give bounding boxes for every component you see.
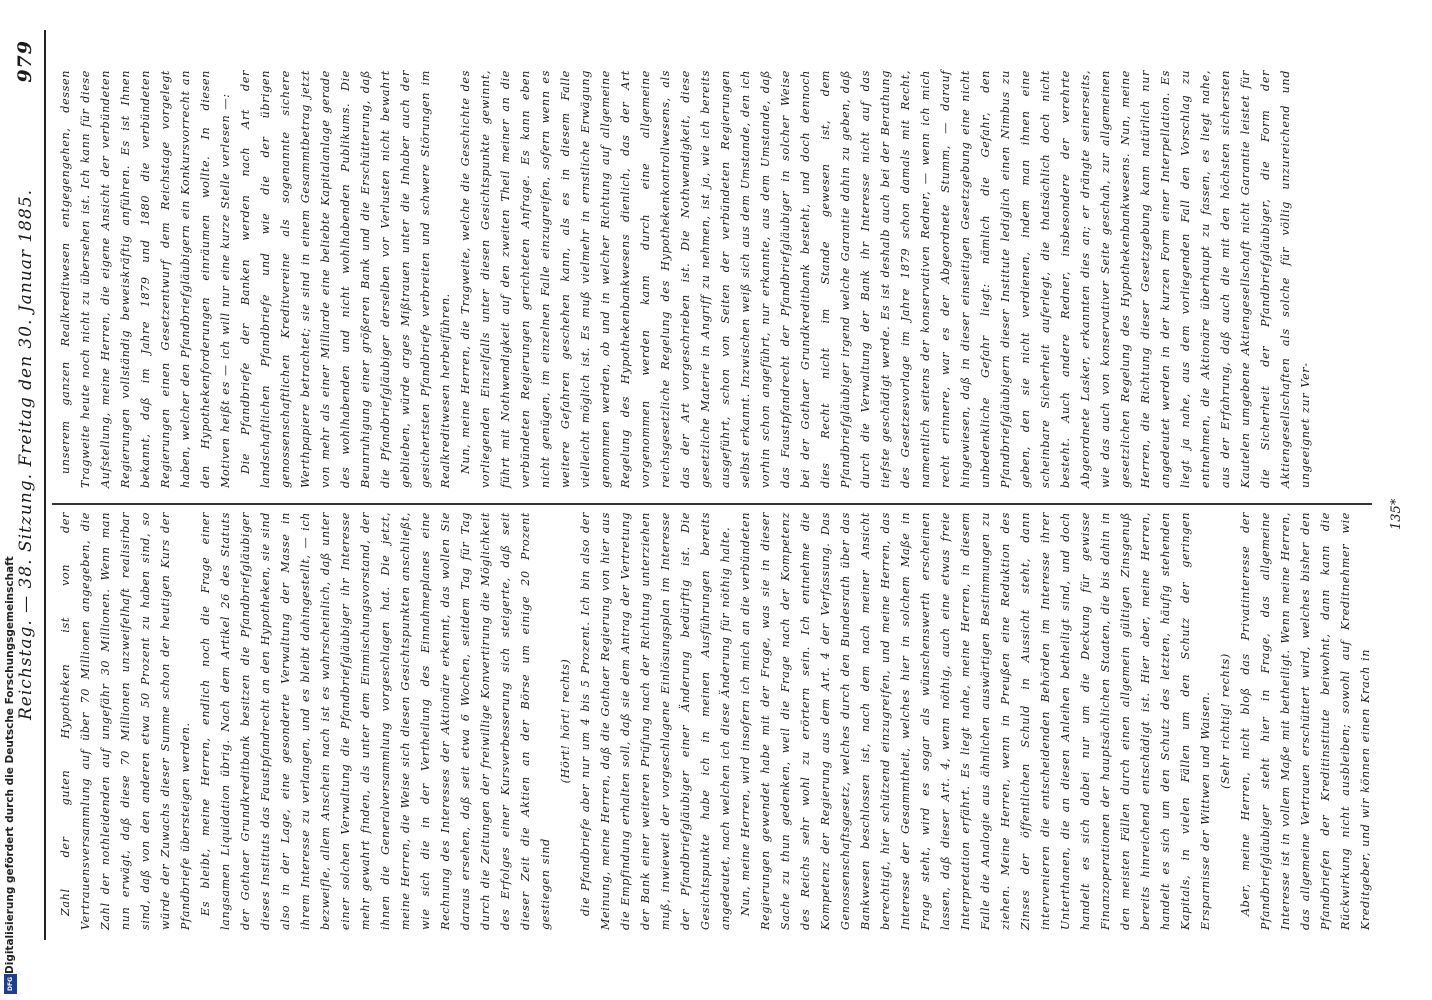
header-title: Reichstag. — 38. Sitzung. Freitag den 30. Januar 1885. (16, 188, 36, 720)
right-column (56, 70, 1316, 488)
column-divider (52, 503, 1372, 505)
digitization-sidebar (2, 0, 18, 1000)
left-column (56, 512, 1376, 930)
dfg-logo-icon: DFG (4, 974, 17, 994)
page-number: 979 (14, 40, 36, 83)
paragraph: Nun, meine Herren, wird insofern ich mich an die verbündeten Regierungen gewendet habe mit der Frage, was sie in dieser Sache zu thun gedenken, weil die Frage nach der Kompetenz des Reichs sehr wohl zu erörtern sein. Ich entnehme die Kompetenz der Regierung aus dem Art. 4 der Verfassung. Das Genossenschaftsgesetz, welches durch den Bundesrath über das Bankwesen beschlossen ist, nach dem nach meiner Ansicht berechtigt, hier schützend einzugreifen, und meine Herren, das Interesse der Gesammtheit, welches hier in solchem Maße in Frage steht, wird es sogar als wünschenswerth erscheinen lassen, daß dieser Art. 4, wenn nöthig, auch eine etwas freie Interpretation erfährt. Es liegt nahe, meine Herren, in diesem Falle die Analogie aus ähnlichen auswärtigen Bestimmungen zu ziehen. Meine Herren, wenn in Preußen eine Reduktion des Zinses der öffentlichen Schuld in Aussicht steht, dann intervenieren die entscheidenden Behörden im Interesse ihrer Unterthanen, die an diesen Anleihen betheiligt sind, und doch handelt es sich dabei nur um die Deckung für gewisse Finanzoperationen der hauptsächlichen Staaten, die bis dahin in den meisten Fällen durch einen allgemein gültigen Zinsgenuß bereits hinreichend entschädigt ist. Hier aber, meine Herren, handelt es sich um den Schutz des letzten, häufig stehenden Kapitals, in vielen Fällen um den Schutz der geringen Ersparnisse der Wittwen und Waisen. (739, 512, 1212, 930)
digitization-credit: Digitalisierung gefördert durch die Deutsche Forschungsgemeinschaft (4, 556, 16, 974)
paragraph: Aber, meine Herren, nicht bloß das Privatinteresse der Pfandbriefgläubiger steht hier in Frage, das allgemeine Interesse ist in vollem Maße mit betheiligt. Wenn meine Herren, das allgemeine Vertrauen erschüttert wird, welches bisher den Pfandbriefen der Kreditinstitute beiwohnt, dann kann die Rückwirkung nicht ausbleiben; sowohl auf Kreditnehmer wie Kreditgeber, und wir können einen Krach in (1239, 512, 1372, 930)
audience-reaction: (Sehr richtig! rechts) (1219, 653, 1232, 789)
paragraph: unserem ganzen Realkreditwesen entgegengehen, dessen Tragweite heute noch nicht zu übersehen ist. Ich kann für diese Aufstellung, meine Herren, die eigene Ansicht der verbündeten Regierungen vollständig beweiskräftig anführen. Es ist Ihnen bekannt, daß im Jahre 1879 und 1880 die verbündeten Regierungen einen Gesetzentwurf dem Reichstage vorgelegt haben, welcher den Pfandbriefgläubigern ein Konkursvorrecht an den Hypothekenforderungen einräumen wollte. In diesen Motiven heißt es — ich will nur eine kurze Stelle verlesen —: (59, 70, 232, 488)
paragraph: die Pfandbriefe aber nur um 4 bis 5 Prozent. Ich bin also der Meinung, meine Herren, daß die Gothaer Regierung von hier aus die Empfindung erhalten soll, daß sie dem Antrag der Vertretung der Bank einer weiteren Prüfung nach der Richtung unterziehen muß, inwieweit der vorgeschlagene Einlösungsplan im Interesse der Pfandbriefgläubiger einer Änderung bedürftig ist. Die Gesichtspunkte habe ich in meinen Ausführungen bereits angedeutet, nach welchen ich diese Änderung für nöthig halte. (579, 512, 732, 930)
paragraph: Es bleibt, meine Herren, endlich noch die Frage einer langsamen Liquidation übrig. Nach dem Artikel 26 des Statuts der Gothaer Grundkreditbank besitzen die Pfandbriefgläubiger dieses Instituts das Faustpfandrecht an den Hypotheken, sie sind also in der Lage, eine gesonderte Verwaltung der Masse in ihrem Interesse zu verlangen, und es bleibt dahingestellt, — ich bezweifle, allem Anschein nach ist es wahrscheinlich, daß unter einer solchen Verwaltung die Pfandbriefgläubiger ihr Interesse mehr gewahrt finden, als unter dem Einmischungsvorstand, der ihnen die Generalversammlung vorgeschlagen hat. Die jetzt, meine Herren, die Weise sich diesen Gesichtspunkten anschließt, wie sich die in der Vertheilung des Einnahmeplanes eine Rechnung des Interesses der Aktionäre erkennt, das wollen Sie daraus ersehen, daß seit etwa 6 Wochen, seitdem Tag für Tag durch die Zeitungen der freiwillige Konvertirung die Möglichkeit des Erfolges einer Kursverbesserung sich steigerte, daß seit dieser Zeit die Aktien an der Börse um einige 20 Prozent gestiegen sind (199, 512, 552, 930)
paragraph: Nun, meine Herren, die Tragweite, welche die Geschichte des vorliegenden Einzelfalls unter diesen Gesichtspunkte gewinnt, führt mit Nothwendigkeit auf den zweiten Theil meiner an die verbündeten Regierungen gerichteten Anfrage. Es kann eben nicht genügen, im einzelnen Falle einzugreifen, sofern wenn es weitere Gefahren geschehen kann, als es in diesem Falle vielleicht möglich ist. Es muß vielmehr in ernstliche Erwägung genommen werden, ob und in welcher Richtung auf allgemeine Regelung des Hypothekenbankwesens dienlich, das der Art vorgenommen werden kann durch eine allgemeine reichsgesetzliche Regelung des Hypothekenkontrollwesens, als das der Art vorgeschrieben ist. Die Nothwendigkeit, diese gesetzliche Materie in Angriff zu nehmen, ist ja, wie ich bereits ausgeführt, schon von Seiten der verbündeten Regierungen selbst erkannt. Inzwischen weiß sich aus dem Umstande, den ich vorhin schon angeführt, nur erkannte, aus dem Umstande, daß das Faustpfandrecht der Pfandbriefgläubiger in solcher Weise bei der Gothaer Grundkreditbank besteht, und doch dennoch dies Recht nicht im Stande gewesen ist, dem Pfandbriefgläubiger irgend welche Garantie dahin zu geben, daß durch die Verwaltung der Bank ihr Interesse nicht auf das tiefste geschädigt werde. Es ist deshalb auch bei der Berathung des Gesetzesvorlage im Jahre 1879 schon damals mit Recht, namentlich seitens der konservativen Redner, — wenn ich mich recht erinnere, war es der Abgeordnete Stumm, — darauf hingewiesen, daß in dieser einseitigen Gesetzgebung eine nicht unbedenkliche Gefahr liegt: nämlich die Gefahr, den Pfandbriefgläubigern dieser Institute lediglich einen Nimbus zu geben, den sie nicht verdienen, indem man ihnen eine scheinbare Sicherheit auferlegt, die thatsächlich doch nicht besteht. Auch andere Redner, insbesondere der verehrte Abgeordnete Lasker, erkannten dies an; er drängte seinerseits, wie das auch von konservativer Seite geschah, zur allgemeinen gesetzlichen Regelung des Hypothekenbankwesens. Nun, meine Herren, die Richtung dieser Gesetzgebung kann natürlich nur angedeutet werden in der kurzen Form einer Interpellation. Es liegt ja nahe, aus dem vorliegenden Fall den Vorschlag zu entnehmen, die Aktionäre überhaupt zu fassen, es liegt nahe, aus der Erfahrung, daß auch die mit den höchsten sichersten Kautelen umgebene Aktiengesellschaft nicht Garantie leistet für die Sicherheit der Pfandbriefgläubiger, die Form der Aktiengesellschaften als solche für völlig unzureichend und ungeeignet zur Ver- (459, 70, 1312, 488)
signature-mark: 135* (1389, 498, 1404, 530)
quoted-paragraph: Die Pfandbriefe der Banken werden nach Art der landschaftlichen Pfandbriefe und wie die der übrigen genossenschaftlichen Kreditvereine als sogenannte sichere Werthpapiere betrachtet; sie sind in einem Gesammtbetrag jetzt von mehr als einer Milliarde eine beliebte Kapitalanlage gerade des wohlhabenden und nicht wohlhabenden Publikums. Die Beunruhigung einer größeren Bank und die Erschütterung, daß die Pfandbriefgläubiger derselben vor Verlusten nicht bewahrt geblieben, würde arges Mißtrauen unter die Inhaber auch der gesichertsten Pfandbriefe verbreiten und schwere Störungen im Realkreditwesen herbeiführen. (239, 70, 452, 488)
header-rule (44, 30, 46, 940)
audience-reaction: (Hört! hört! rechts) (559, 658, 572, 784)
paragraph: Zahl der guten Hypotheken ist von der Vertrauensversammlung auf über 70 Millionen angegeben, die Zahl der nothleidenden auf ungefähr 30 Millionen. Wenn man nun erwägt, daß diese 70 Millionen unzweifelhaft realisirbar sind, daß von den anderen etwa 50 Prozent zu haben sind, so würde der Zuwachs dieser Summe schon der heutigen Kurs der Pfandbriefe übersteigen werden. (59, 512, 192, 930)
